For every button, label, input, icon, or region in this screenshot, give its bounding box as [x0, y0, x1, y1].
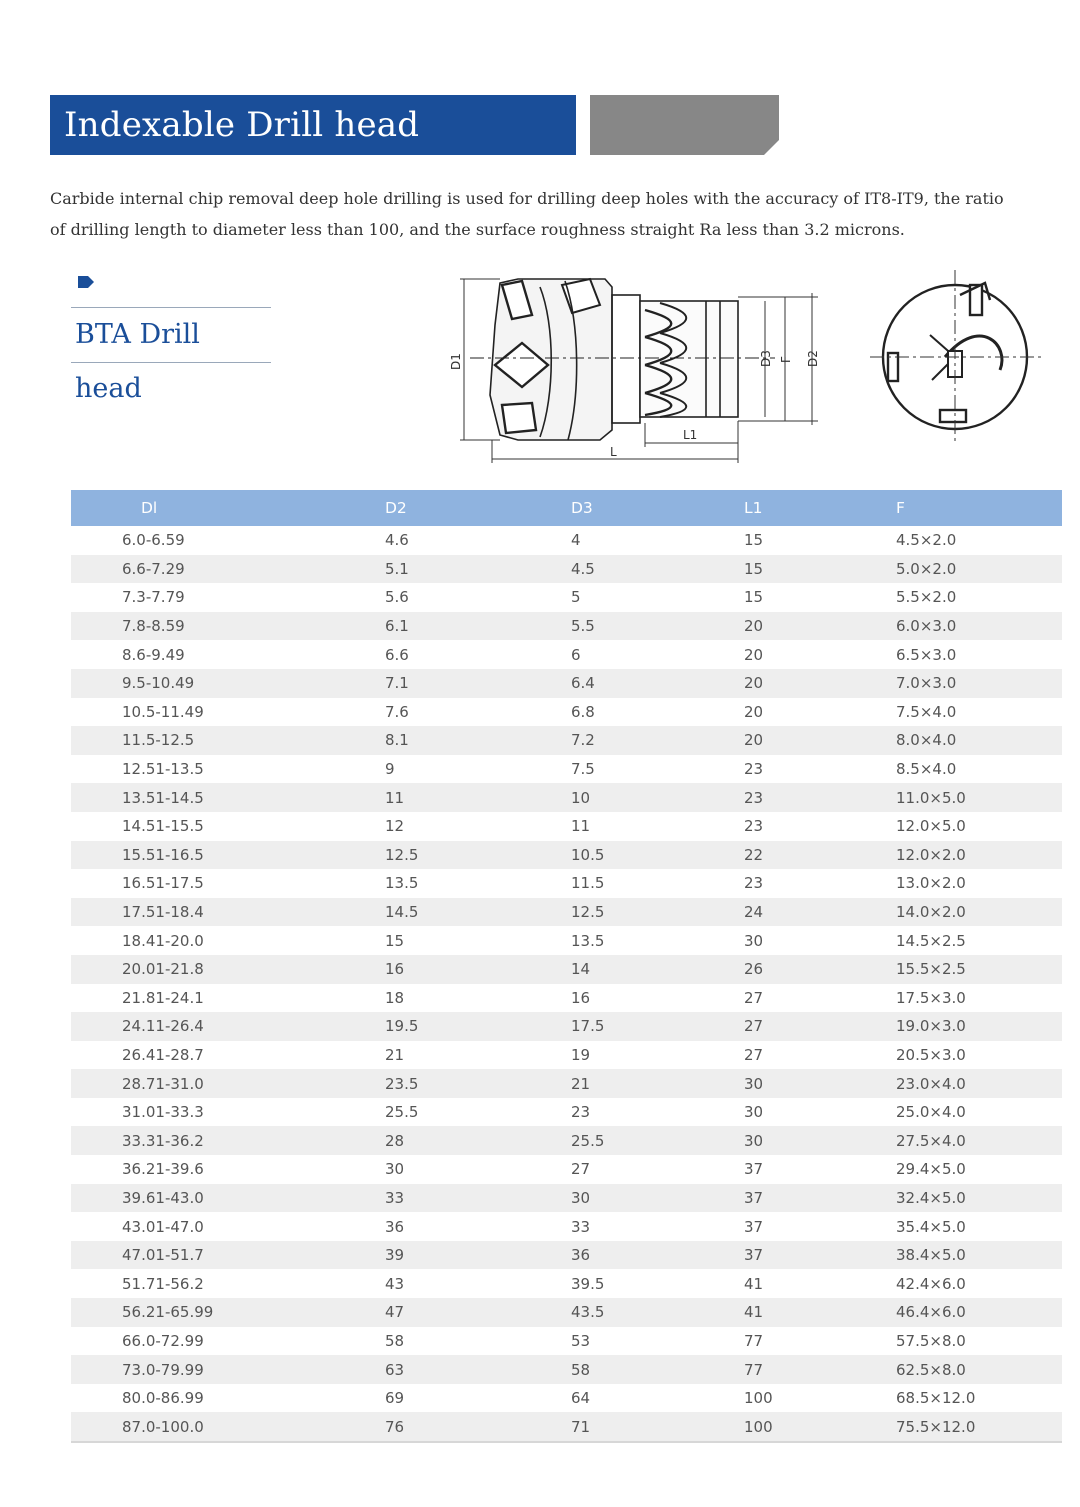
cell-d3: 7.5	[571, 760, 595, 779]
cell-d1: 47.01-51.7	[71, 1241, 385, 1270]
table-header-row	[71, 490, 1062, 526]
label-d1: D1	[449, 353, 463, 370]
cell-d3: 12.5	[571, 898, 744, 927]
cell-l1: 15	[744, 588, 764, 607]
cell-d3: 5	[571, 588, 581, 607]
intro-paragraph: Carbide internal chip removal deep hole drilling is used for drilling deep holes with the accuracy of IT8-IT9, the ratio of drilling length to diameter less than 100, and the surface roughness straight Ra less than 3.2 microns.	[50, 189, 1004, 239]
label-d3: D3	[759, 350, 773, 367]
label-l1: L1	[683, 428, 698, 442]
decorative-grey-tab	[590, 95, 779, 155]
cell-l1: 30	[744, 1103, 764, 1122]
cell-d1: 9.5-10.49	[71, 669, 385, 698]
table-row	[71, 1069, 1062, 1098]
cell-l1: 20	[744, 669, 896, 698]
cell-d1: 10.5-11.49	[122, 702, 204, 721]
cell-d1: 6.0-6.59	[122, 531, 185, 550]
cell-f: 11.0×5.0	[896, 783, 1062, 812]
cell-d1: 26.41-28.7	[122, 1045, 204, 1064]
cell-d2: 36	[385, 1217, 405, 1236]
cell-d3: 36	[571, 1241, 744, 1270]
cell-d2: 12	[385, 817, 405, 836]
cell-d3: 6.4	[571, 669, 744, 698]
cell-d3: 10.5	[571, 841, 744, 870]
cell-f: 68.5×12.0	[896, 1389, 976, 1408]
cell-d2: 33	[385, 1184, 571, 1213]
cell-l1: 23	[744, 783, 896, 812]
table-row	[71, 955, 1062, 984]
cell-d1: 28.71-31.0	[71, 1069, 385, 1098]
cell-f: 17.5×3.0	[896, 988, 966, 1007]
table-row	[71, 812, 1062, 841]
cell-l1: 37	[744, 1217, 764, 1236]
table-row	[71, 698, 1062, 727]
cell-l1: 20	[744, 612, 896, 641]
cell-d2: 18	[385, 988, 405, 1007]
cell-d2: 7.6	[385, 702, 409, 721]
table-row	[71, 669, 1062, 698]
cell-d3: 39.5	[571, 1274, 605, 1293]
cell-f: 5.5×2.0	[896, 588, 957, 607]
header-d2: D2	[385, 490, 571, 526]
title-bar	[50, 95, 576, 155]
table-row	[71, 526, 1062, 555]
cell-d1: 51.71-56.2	[122, 1274, 204, 1293]
cell-d3: 30	[571, 1184, 744, 1213]
cell-d2: 9	[385, 760, 395, 779]
label-d2: D2	[806, 350, 820, 367]
header-d1: Dl	[71, 490, 385, 526]
cell-d2: 69	[385, 1389, 405, 1408]
cell-d3: 6.8	[571, 702, 595, 721]
cell-d1: 33.31-36.2	[71, 1126, 385, 1155]
cell-d2: 14.5	[385, 898, 571, 927]
table-row	[71, 1241, 1062, 1270]
table-row	[71, 1269, 1062, 1298]
cell-d3: 10	[571, 783, 744, 812]
cell-f: 75.5×12.0	[896, 1412, 1062, 1442]
header-f: F	[896, 490, 1062, 526]
cell-d2: 12.5	[385, 841, 571, 870]
table-row	[71, 1012, 1062, 1041]
cell-d2: 63	[385, 1355, 571, 1384]
cell-d1: 20.01-21.8	[71, 955, 385, 984]
cell-d3: 25.5	[571, 1126, 744, 1155]
cell-d1: 73.0-79.99	[71, 1355, 385, 1384]
cell-d2: 39	[385, 1241, 571, 1270]
cell-f: 23.0×4.0	[896, 1069, 1062, 1098]
cell-d1: 24.11-26.4	[71, 1012, 385, 1041]
table-row	[71, 640, 1062, 669]
table-row	[71, 1126, 1062, 1155]
table-row	[71, 841, 1062, 870]
cell-l1: 20	[744, 645, 764, 664]
cell-l1: 24	[744, 898, 896, 927]
cell-d2: 15	[385, 931, 405, 950]
cell-d1: 80.0-86.99	[122, 1389, 204, 1408]
cell-l1: 37	[744, 1184, 896, 1213]
cell-l1: 100	[744, 1389, 773, 1408]
cell-f: 7.5×4.0	[896, 702, 957, 721]
table-row	[71, 1355, 1062, 1384]
cell-f: 6.0×3.0	[896, 612, 1062, 641]
cell-l1: 30	[744, 931, 764, 950]
cell-f: 8.5×4.0	[896, 760, 957, 779]
section-bullet-icon	[78, 276, 94, 288]
table-row	[71, 1184, 1062, 1213]
cell-d3: 64	[571, 1389, 591, 1408]
cell-l1: 23	[744, 874, 764, 893]
table-row	[71, 1384, 1062, 1413]
bta-drill-drawing	[440, 265, 1050, 475]
cell-l1: 20	[744, 702, 764, 721]
cell-d2: 21	[385, 1045, 405, 1064]
cell-d2: 28	[385, 1126, 571, 1155]
cell-d2: 4.6	[385, 531, 409, 550]
cell-d3: 14	[571, 955, 744, 984]
table-row	[71, 755, 1062, 784]
table-row	[71, 926, 1062, 955]
table-row	[71, 984, 1062, 1013]
cell-f: 46.4×6.0	[896, 1298, 1062, 1327]
cell-f: 12.0×5.0	[896, 817, 966, 836]
cell-l1: 41	[744, 1274, 764, 1293]
cell-d1: 14.51-15.5	[122, 817, 204, 836]
cell-d1: 43.01-47.0	[122, 1217, 204, 1236]
cell-d2: 13.5	[385, 874, 419, 893]
label-f: F	[779, 356, 793, 363]
cell-d3: 58	[571, 1355, 744, 1384]
cell-l1: 77	[744, 1331, 764, 1350]
cell-d2: 58	[385, 1331, 405, 1350]
cell-d3: 19	[571, 1045, 591, 1064]
cell-f: 8.0×4.0	[896, 726, 1062, 755]
cell-d1: 12.51-13.5	[122, 760, 204, 779]
table-row	[71, 1212, 1062, 1241]
cell-d3: 5.5	[571, 612, 744, 641]
cell-f: 57.5×8.0	[896, 1331, 966, 1350]
table-row	[71, 898, 1062, 927]
cell-d1: 13.51-14.5	[71, 783, 385, 812]
cell-f: 5.0×2.0	[896, 555, 1062, 584]
cell-d2: 30	[385, 1160, 405, 1179]
cell-l1: 100	[744, 1412, 896, 1442]
cell-d2: 25.5	[385, 1103, 419, 1122]
cell-l1: 37	[744, 1241, 896, 1270]
cell-l1: 23	[744, 760, 764, 779]
cell-d3: 33	[571, 1217, 591, 1236]
cell-f: 27.5×4.0	[896, 1126, 1062, 1155]
cell-d2: 47	[385, 1298, 571, 1327]
cell-f: 25.0×4.0	[896, 1103, 966, 1122]
cell-l1: 41	[744, 1298, 896, 1327]
cell-l1: 23	[744, 817, 764, 836]
cell-f: 35.4×5.0	[896, 1217, 966, 1236]
cell-d2: 19.5	[385, 1012, 571, 1041]
cell-f: 19.0×3.0	[896, 1012, 1062, 1041]
cell-f: 4.5×2.0	[896, 531, 957, 550]
cell-d3: 27	[571, 1160, 591, 1179]
cell-f: 14.0×2.0	[896, 898, 1062, 927]
cell-d2: 76	[385, 1412, 571, 1442]
page-title: Indexable Drill head	[64, 105, 420, 145]
cell-d3: 16	[571, 988, 591, 1007]
cell-d1: 6.6-7.29	[71, 555, 385, 584]
cell-l1: 15	[744, 555, 896, 584]
cell-f: 15.5×2.5	[896, 955, 1062, 984]
cell-f: 32.4×5.0	[896, 1184, 1062, 1213]
cell-d1: 18.41-20.0	[122, 931, 204, 950]
cell-d3: 21	[571, 1069, 744, 1098]
cell-d2: 8.1	[385, 726, 571, 755]
cell-d2: 23.5	[385, 1069, 571, 1098]
cell-d2: 43	[385, 1274, 405, 1293]
cell-d1: 31.01-33.3	[122, 1103, 204, 1122]
section-title: BTA Drill head	[75, 319, 200, 404]
cell-d2: 5.1	[385, 555, 571, 584]
cell-f: 42.4×6.0	[896, 1274, 966, 1293]
cell-l1: 20	[744, 726, 896, 755]
cell-d3: 7.2	[571, 726, 744, 755]
table-row	[71, 555, 1062, 584]
table-row	[71, 1298, 1062, 1327]
cell-d1: 39.61-43.0	[71, 1184, 385, 1213]
cell-l1: 27	[744, 988, 764, 1007]
cell-d1: 17.51-18.4	[71, 898, 385, 927]
cell-d3: 23	[571, 1103, 591, 1122]
cell-f: 62.5×8.0	[896, 1355, 1062, 1384]
cell-d2: 7.1	[385, 669, 571, 698]
cell-d1: 11.5-12.5	[71, 726, 385, 755]
cell-f: 14.5×2.5	[896, 931, 966, 950]
cell-d1: 16.51-17.5	[122, 874, 204, 893]
cell-f: 29.4×5.0	[896, 1160, 966, 1179]
cell-d1: 56.21-65.99	[71, 1298, 385, 1327]
cell-l1: 26	[744, 955, 896, 984]
header-l1: L1	[744, 490, 896, 526]
cell-d1: 7.8-8.59	[71, 612, 385, 641]
cell-d1: 87.0-100.0	[71, 1412, 385, 1442]
header-d3: D3	[571, 490, 744, 526]
cell-d2: 16	[385, 955, 571, 984]
cell-d3: 4.5	[571, 555, 744, 584]
cell-f: 13.0×2.0	[896, 874, 966, 893]
cell-l1: 30	[744, 1069, 896, 1098]
table-row	[71, 583, 1062, 612]
cell-d1: 21.81-24.1	[122, 988, 204, 1007]
label-l: L	[610, 445, 617, 459]
cell-f: 20.5×3.0	[896, 1045, 966, 1064]
cell-d2: 6.1	[385, 612, 571, 641]
cell-d3: 71	[571, 1412, 744, 1442]
spec-table	[71, 490, 1062, 1443]
table-row	[71, 1412, 1062, 1442]
cell-d3: 4	[571, 531, 581, 550]
cell-l1: 30	[744, 1126, 896, 1155]
table-row	[71, 612, 1062, 641]
table-row	[71, 1098, 1062, 1127]
cell-l1: 37	[744, 1160, 764, 1179]
cell-l1: 27	[744, 1012, 896, 1041]
cell-d3: 53	[571, 1331, 591, 1350]
cell-f: 7.0×3.0	[896, 669, 1062, 698]
cell-f: 12.0×2.0	[896, 841, 1062, 870]
cell-d3: 6	[571, 645, 581, 664]
section-title-box	[71, 307, 271, 404]
cell-d1: 36.21-39.6	[122, 1160, 204, 1179]
table-row	[71, 1041, 1062, 1070]
cell-l1: 77	[744, 1355, 896, 1384]
table-row	[71, 783, 1062, 812]
table-row	[71, 1327, 1062, 1356]
cell-d3: 17.5	[571, 1012, 744, 1041]
cell-d3: 13.5	[571, 931, 605, 950]
cell-l1: 15	[744, 531, 764, 550]
table-row	[71, 1155, 1062, 1184]
cell-l1: 27	[744, 1045, 764, 1064]
cell-d2: 6.6	[385, 645, 409, 664]
cell-d2: 11	[385, 783, 571, 812]
cell-d3: 43.5	[571, 1298, 744, 1327]
cell-d2: 5.6	[385, 588, 409, 607]
cell-d3: 11	[571, 817, 591, 836]
cell-d1: 15.51-16.5	[71, 841, 385, 870]
cell-f: 38.4×5.0	[896, 1241, 1062, 1270]
table-body	[71, 526, 1062, 1442]
table-row	[71, 726, 1062, 755]
table-row	[71, 869, 1062, 898]
cell-f: 6.5×3.0	[896, 645, 957, 664]
cell-l1: 22	[744, 841, 896, 870]
cell-d1: 66.0-72.99	[122, 1331, 204, 1350]
cell-d3: 11.5	[571, 874, 605, 893]
cell-d1: 7.3-7.79	[122, 588, 185, 607]
cell-d1: 8.6-9.49	[122, 645, 185, 664]
